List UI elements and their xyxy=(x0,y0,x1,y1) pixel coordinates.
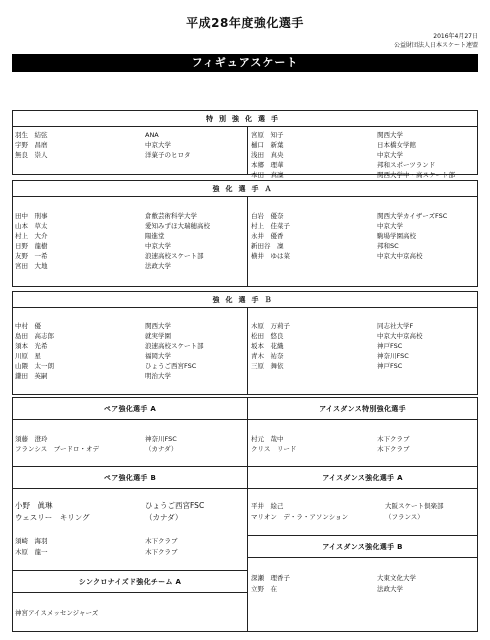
athlete-affiliation: 日本橋女学館 xyxy=(377,141,416,149)
athlete-affiliation: 法政大学 xyxy=(377,585,403,593)
athlete-name: 鎌田 英嗣 xyxy=(15,372,48,380)
athlete-name: 須崎 海羽 xyxy=(15,537,48,545)
athlete-name: フランシス ブードロ・オデ xyxy=(15,445,99,453)
ice-dance-a-header: アイスダンス強化選手 A xyxy=(248,467,477,489)
athlete-name: 木原 万莉子 xyxy=(251,322,290,330)
athlete-affiliation: 中京大学 xyxy=(377,151,403,159)
athlete-affiliation: 大東文化大学 xyxy=(377,574,416,582)
athlete-name: 宇野 昌磨 xyxy=(15,141,48,149)
athlete-affiliation: 中京大中京高校 xyxy=(377,252,423,260)
issue-date: 2016年4月27日 xyxy=(433,33,478,40)
athlete-affiliation: 邦和SC xyxy=(377,242,399,250)
athlete-name: 宮田 大地 xyxy=(15,262,48,270)
athlete-affiliation: ANA xyxy=(145,131,159,139)
athlete-name: 村上 佳菜子 xyxy=(251,222,290,230)
ice-dance-b-header: アイスダンス強化選手 B xyxy=(248,536,477,558)
team-name: 神宮アイスメッセンジャーズ xyxy=(15,609,99,617)
column-divider xyxy=(247,398,248,631)
tokubetsu-section xyxy=(12,110,478,179)
athlete-name: 小野 眞琳 xyxy=(15,501,53,510)
athlete-name: 横井 ゆは菜 xyxy=(251,252,290,260)
column-divider xyxy=(247,308,248,394)
athlete-name: 中村 優 xyxy=(15,322,41,330)
athlete-affiliation: 邦和スポーツランド xyxy=(377,161,436,169)
athlete-affiliation: 陽進堂 xyxy=(145,232,165,240)
athlete-name: 田中 刑事 xyxy=(15,212,48,220)
athlete-affiliation: 中京大学 xyxy=(145,242,171,250)
athlete-affiliation: 関西大学カイザーズFSC xyxy=(377,212,448,220)
athlete-name: 青木 祐奈 xyxy=(251,352,284,360)
athlete-name: 本田 真凜 xyxy=(251,171,284,179)
athlete-name: 山本 草太 xyxy=(15,222,48,230)
athlete-affiliation: 中京大学 xyxy=(145,141,171,149)
athlete-name: 村元 哉中 xyxy=(251,435,284,443)
athlete-name: 樋口 新葉 xyxy=(251,141,284,149)
athlete-affiliation: 浪速高校スケート部 xyxy=(145,342,204,350)
athlete-affiliation: ひょうご西宮FSC xyxy=(145,362,197,370)
section-header: 強化選手Ｂ xyxy=(13,292,477,308)
athlete-affiliation: 神奈川FSC xyxy=(145,435,177,443)
athlete-name: 立野 在 xyxy=(251,585,277,593)
athlete-affiliation: 洋菓子のヒロタ xyxy=(145,151,191,159)
athlete-affiliation: 駒場学園高校 xyxy=(377,232,416,240)
ice-dance-special-header: アイスダンス特別強化選手 xyxy=(248,398,477,420)
document-meta xyxy=(394,32,478,50)
athlete-affiliation: （カナダ） xyxy=(145,513,183,522)
section-header: 強化選手Ａ xyxy=(13,181,477,197)
athlete-name: 坂本 花織 xyxy=(251,342,284,350)
kyoka-a-section xyxy=(12,180,478,287)
pair-a-header: ペア強化選手 A xyxy=(13,398,247,420)
athlete-affiliation: 関西大学中・高スケート部 xyxy=(377,171,455,179)
athlete-name: 宮原 知子 xyxy=(251,131,284,139)
athlete-affiliation: ひょうご西宮FSC xyxy=(145,501,205,510)
athlete-name: 無良 崇人 xyxy=(15,151,48,159)
athlete-affiliation: （カナダ） xyxy=(145,445,178,453)
athlete-affiliation: 神奈川FSC xyxy=(377,352,409,360)
athlete-affiliation: 木下クラブ xyxy=(145,548,178,556)
athlete-affiliation: 同志社大学F xyxy=(377,322,414,330)
athlete-affiliation: 福岡大学 xyxy=(145,352,171,360)
athlete-name: 村上 大介 xyxy=(15,232,48,240)
athlete-affiliation: 大阪スケート倶楽部 xyxy=(385,502,444,510)
column-divider xyxy=(247,197,248,286)
kyoka-b-section xyxy=(12,291,478,395)
athlete-affiliation: 神戸FSC xyxy=(377,362,403,370)
athlete-affiliation: 関西大学 xyxy=(145,322,171,330)
athlete-affiliation: 浪速高校スケート部 xyxy=(145,252,204,260)
athlete-name: 羽生 結弦 xyxy=(15,131,48,139)
athlete-affiliation: 木下クラブ xyxy=(145,537,178,545)
athlete-name: クリス リード xyxy=(251,445,297,453)
athlete-name: 友野 一希 xyxy=(15,252,48,260)
athlete-affiliation: 関西大学 xyxy=(377,131,403,139)
athlete-affiliation: 倉敷芸術科学大学 xyxy=(145,212,197,220)
document-title: 平成28年度強化選手 xyxy=(186,16,304,30)
synchro-header: シンクロナイズド強化チーム A xyxy=(13,571,247,593)
athlete-name: 川原 星 xyxy=(15,352,41,360)
athlete-affiliation: 愛知みずほ大瑞穂高校 xyxy=(145,222,210,230)
athlete-affiliation: 木下クラブ xyxy=(377,445,410,453)
discipline-banner: フィギュアスケート xyxy=(12,54,478,72)
athlete-name: 松田 悠良 xyxy=(251,332,284,340)
athlete-name: 浅田 真央 xyxy=(251,151,284,159)
pairs-dance-grid xyxy=(12,397,478,632)
athlete-name: 須本 光希 xyxy=(15,342,48,350)
athlete-affiliation: 中京大中京高校 xyxy=(377,332,423,340)
athlete-name: ウェスリー キリング xyxy=(15,513,90,522)
column-divider xyxy=(247,127,248,174)
athlete-affiliation: 神戸FSC xyxy=(377,342,403,350)
athlete-name: 深瀬 理香子 xyxy=(251,574,290,582)
athlete-name: 本郷 理華 xyxy=(251,161,284,169)
athlete-name: 島田 高志郎 xyxy=(15,332,54,340)
organization-name: 公益財団法人日本スケート連盟 xyxy=(393,42,478,49)
athlete-name: 須藤 澄玲 xyxy=(15,435,48,443)
athlete-name: 木原 龍一 xyxy=(15,548,48,556)
athlete-name: 平井 絵己 xyxy=(251,502,284,510)
athlete-affiliation: 中京大学 xyxy=(377,222,403,230)
section-header: 特別強化選手 xyxy=(13,111,477,127)
athlete-name: マリオン デ・ラ・アソンション xyxy=(251,513,349,521)
athlete-name: 永井 優香 xyxy=(251,232,284,240)
athlete-affiliation: 法政大学 xyxy=(145,262,171,270)
athlete-name: 山隈 太一朗 xyxy=(15,362,54,370)
athlete-name: 白岩 優奈 xyxy=(251,212,284,220)
athlete-affiliation: 就実学園 xyxy=(145,332,171,340)
pair-b-header: ペア強化選手 B xyxy=(13,467,247,489)
athlete-name: 日野 龍樹 xyxy=(15,242,48,250)
athlete-name: 三原 舞依 xyxy=(251,362,284,370)
athlete-name: 新田谷 凜 xyxy=(251,242,284,250)
athlete-affiliation: 木下クラブ xyxy=(377,435,410,443)
athlete-affiliation: 明治大学 xyxy=(145,372,171,380)
athlete-affiliation: （フランス） xyxy=(385,513,424,521)
